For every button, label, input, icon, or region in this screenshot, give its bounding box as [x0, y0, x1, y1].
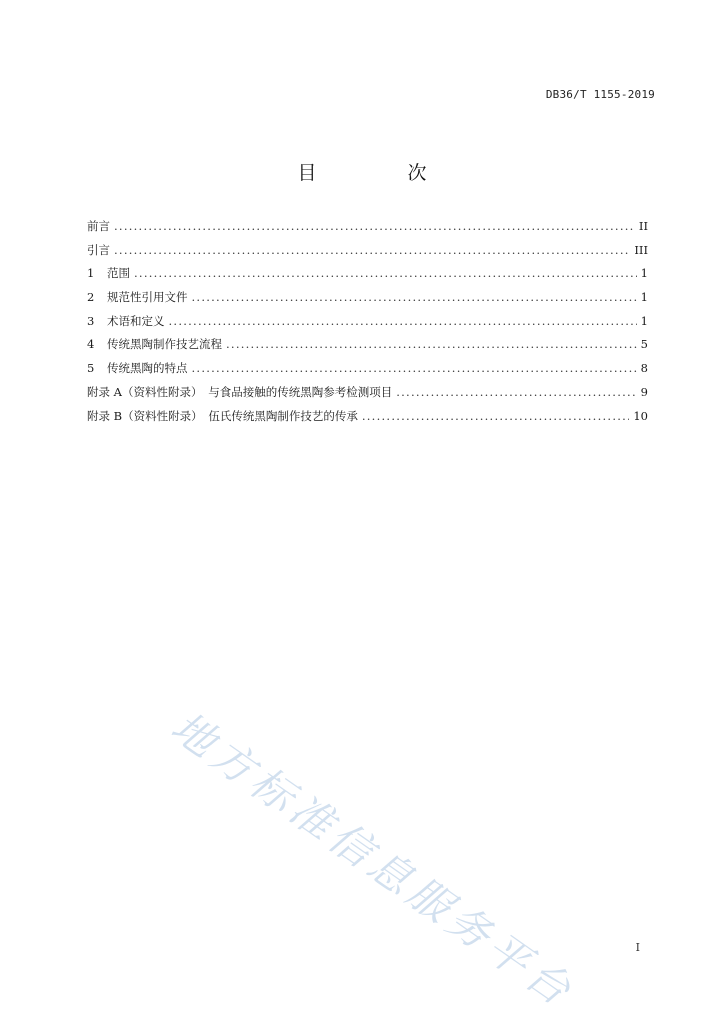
toc-entry-label: 前言 — [87, 219, 110, 233]
toc-entry-number: 3 — [87, 313, 95, 328]
toc-entry-scope[interactable] — [87, 266, 648, 290]
toc-dot-leader — [134, 266, 637, 280]
toc-entry-number: 2 — [87, 290, 95, 305]
toc-entry-label: 附录 B（资料性附录） 伍氏传统黑陶制作技艺的传承 — [87, 408, 358, 423]
toc-dot-leader — [114, 243, 630, 257]
page-number: I — [635, 941, 640, 954]
toc-dot-leader — [169, 314, 637, 328]
toc-entry-number: 4 — [87, 337, 95, 352]
toc-entry-label: 传统黑陶的特点 — [107, 361, 188, 376]
toc-dot-leader — [114, 219, 635, 233]
toc-entry-page: 1 — [640, 313, 648, 328]
toc-entry-appendix-b[interactable] — [87, 409, 648, 433]
toc-title: 目 次 — [297, 162, 463, 184]
toc-entry-page: 5 — [640, 337, 648, 352]
toc-entry-page: 10 — [633, 408, 648, 423]
toc-entry-label: 范围 — [107, 266, 130, 281]
toc-entry-label: 传统黑陶制作技艺流程 — [107, 337, 222, 352]
watermark: 地方标准信息服务平台 — [162, 701, 584, 1018]
toc-entry-label: 附录 A（资料性附录） 与食品接触的传统黑陶参考检测项目 — [87, 384, 393, 399]
toc-entry-number: 1 — [87, 266, 95, 281]
toc-dot-leader — [396, 385, 636, 399]
toc-entry-label: 引言 — [87, 242, 110, 257]
toc-entry-page: 1 — [640, 290, 648, 305]
toc-entry-process[interactable] — [87, 337, 648, 361]
toc-entry-number: 5 — [87, 361, 95, 376]
table-of-contents — [87, 219, 648, 432]
toc-entry-normative-references[interactable] — [87, 290, 648, 314]
toc-entry-label: 术语和定义 — [107, 313, 165, 328]
toc-dot-leader — [226, 337, 637, 351]
toc-dot-leader — [192, 361, 637, 375]
toc-entry-page: 9 — [640, 384, 648, 399]
toc-dot-leader — [192, 290, 637, 304]
toc-entry-appendix-a[interactable] — [87, 385, 648, 409]
toc-entry-label: 规范性引用文件 — [107, 290, 188, 305]
toc-entry-page: 8 — [640, 361, 648, 376]
toc-entry-foreword[interactable] — [87, 219, 648, 243]
toc-entry-page: III — [634, 242, 648, 257]
toc-entry-terms-definitions[interactable] — [87, 314, 648, 338]
toc-entry-introduction[interactable] — [87, 243, 648, 267]
standard-code: DB36/T 1155-2019 — [545, 88, 655, 101]
toc-entry-page: II — [638, 219, 648, 233]
toc-dot-leader — [362, 409, 630, 423]
toc-entry-page: 1 — [640, 266, 648, 281]
toc-entry-characteristics[interactable] — [87, 361, 648, 385]
